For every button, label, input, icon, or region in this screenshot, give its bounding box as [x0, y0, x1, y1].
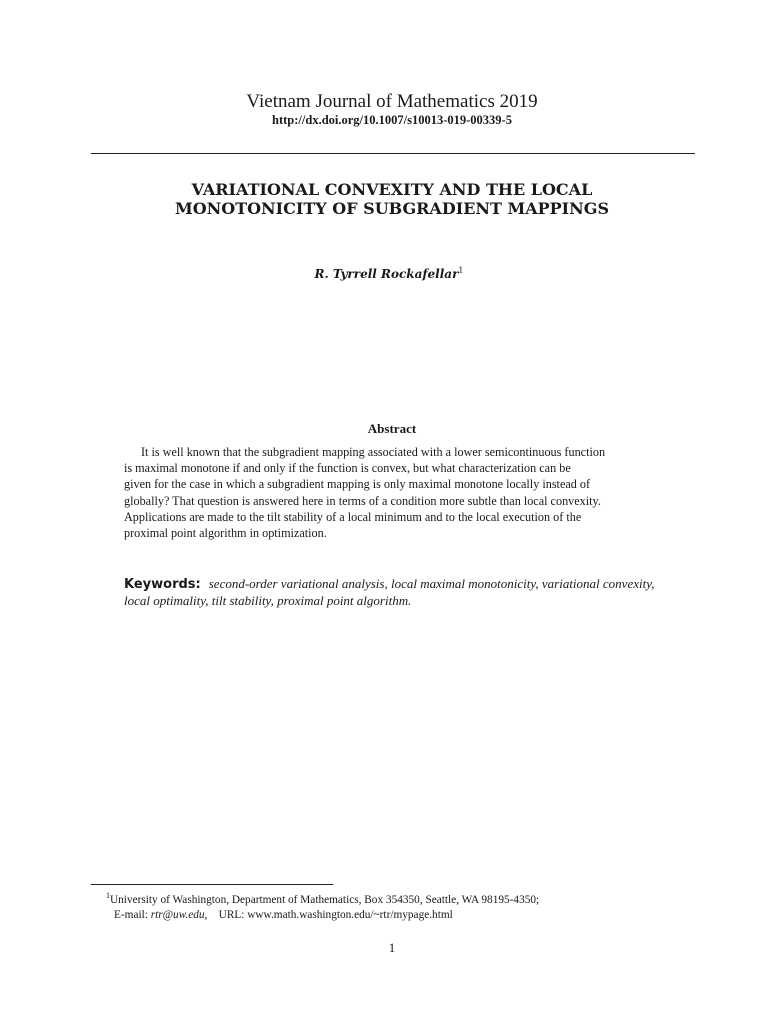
- abstract-line: It is well known that the subgradient mapping associated with a lower semicontinuous function: [141, 445, 606, 459]
- author-footnote-mark: 1: [458, 266, 464, 275]
- footnote-affiliation-line: [106, 888, 706, 908]
- header-rule: [91, 153, 695, 154]
- abstract-line: globally? That question is answered here in terms of a condition more subtle than local convexity.: [124, 493, 601, 508]
- paper-title: [0, 180, 768, 218]
- paper-title-line-1: VARIATIONAL CONVEXITY AND THE LOCAL: [191, 180, 593, 199]
- keywords-text: second-order variational analysis, local maximal monotonicity, variational convexity, local optimality, tilt stability, proximal point algorithm.: [124, 576, 655, 608]
- url-label: URL:: [218, 908, 245, 921]
- abstract-heading: Abstract: [367, 421, 417, 436]
- footnote-affiliation: University of Washington, Department of Mathematics, Box 354350, Seattle, WA 98195-4350;: [110, 893, 540, 906]
- keywords-label: Keywords:: [124, 577, 201, 592]
- journal-name: Vietnam Journal of Mathematics 2019: [246, 91, 538, 112]
- url-link[interactable]: www.math.washington.edu/~rtr/mypage.html: [247, 908, 453, 921]
- footnote-mark: 1: [106, 891, 110, 900]
- abstract-body: [124, 444, 661, 541]
- footnote-contact-line: [106, 908, 706, 923]
- abstract-line: Applications are made to the tilt stability of a local minimum and to the local execution of the: [124, 509, 582, 524]
- abstract-line: given for the case in which a subgradient mapping is only maximal monotone locally instead of: [124, 477, 591, 492]
- keywords-block: [124, 576, 661, 609]
- footnote: [106, 888, 706, 923]
- paper-title-line-2: MONOTONICITY OF SUBGRADIENT MAPPINGS: [174, 199, 610, 218]
- author-name: R. Tyrrell Rockafellar: [314, 267, 459, 281]
- abstract-line: is maximal monotone if and only if the function is convex, but what characterization can be: [124, 461, 571, 476]
- abstract-line: proximal point algorithm in optimization.: [124, 526, 327, 541]
- doi-link[interactable]: http://dx.doi.org/10.1007/s10013-019-00339-5: [272, 113, 512, 127]
- footnote-rule: [91, 884, 333, 885]
- page-number: 1: [388, 940, 396, 955]
- email-label: E-mail:: [114, 908, 148, 921]
- email-link[interactable]: rtr@uw.edu,: [150, 908, 208, 921]
- author-line: [0, 263, 768, 282]
